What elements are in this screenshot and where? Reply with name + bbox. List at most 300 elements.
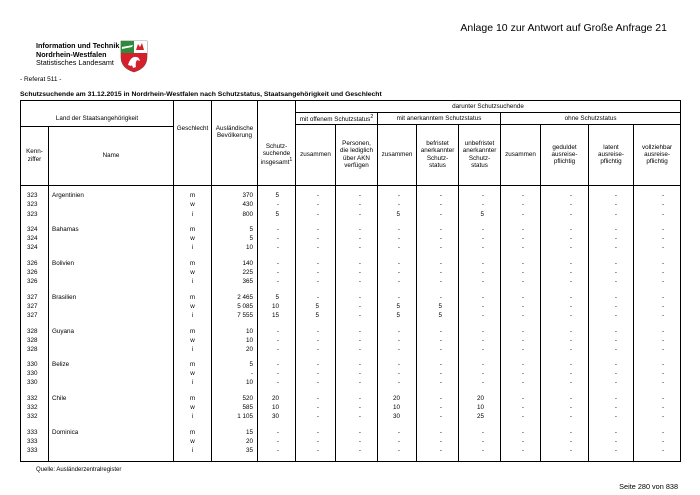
cell-lat: -: [589, 403, 634, 412]
cell-ged: -: [541, 259, 589, 268]
cell-ohz: -: [501, 370, 541, 379]
cell-bef: -: [417, 210, 459, 219]
table-row: [21, 379, 681, 388]
cell-ss: -: [258, 225, 296, 234]
cell-ohz: -: [501, 225, 541, 234]
cell-oz: -: [296, 345, 336, 354]
cell-ss: -: [258, 379, 296, 388]
cell-g: w: [174, 336, 212, 345]
cell-oz: -: [296, 437, 336, 446]
cell-ohz: -: [501, 268, 541, 277]
cell-ohz: -: [501, 259, 541, 268]
cell-ss: -: [258, 345, 296, 354]
cell-az: -: [378, 336, 417, 345]
cell-ged: -: [541, 336, 589, 345]
cell-g: i: [174, 345, 212, 354]
header-latent: latent ausreise-pflichtig: [589, 125, 634, 185]
table-row: [21, 446, 681, 455]
cell-akn: -: [336, 225, 378, 234]
cell-lat: -: [589, 259, 634, 268]
cell-unb: -: [459, 192, 501, 201]
cell-bef: -: [417, 412, 459, 421]
cell-unb: 20: [459, 394, 501, 403]
cell-lat: -: [589, 437, 634, 446]
cell-unb: -: [459, 345, 501, 354]
cell-az: -: [378, 293, 417, 302]
cell-oz: -: [296, 394, 336, 403]
annex-label: Anlage 10 zur Antwort auf Große Anfrage 21: [460, 22, 667, 34]
cell-ohz: -: [501, 360, 541, 369]
header-schutzsuchende: Schutz-suchende insgesamt$^1$: [258, 125, 296, 185]
cell-vol: -: [634, 311, 681, 320]
cell-code: 328: [21, 327, 49, 336]
cell-oz: -: [296, 277, 336, 286]
cell-bev: 520: [212, 394, 258, 403]
cell-unb: -: [459, 293, 501, 302]
cell-bev: 365: [212, 277, 258, 286]
spacer-row: [21, 455, 681, 462]
cell-oz: -: [296, 243, 336, 252]
cell-code: 328: [21, 345, 49, 354]
cell-ss: -: [258, 446, 296, 455]
cell-bef: -: [417, 428, 459, 437]
cell-ss: -: [258, 360, 296, 369]
cell-ss: -: [258, 268, 296, 277]
cell-akn: -: [336, 293, 378, 302]
cell-az: -: [378, 234, 417, 243]
cell-ss: -: [258, 243, 296, 252]
cell-code: 323: [21, 192, 49, 201]
cell-az: -: [378, 327, 417, 336]
cell-bef: -: [417, 243, 459, 252]
cell-ss: -: [258, 428, 296, 437]
table-row: [21, 336, 681, 345]
cell-lat: -: [589, 412, 634, 421]
cell-ss: -: [258, 327, 296, 336]
table-row: [21, 311, 681, 320]
cell-ged: -: [541, 302, 589, 311]
cell-bev: 5: [212, 225, 258, 234]
cell-akn: -: [336, 192, 378, 201]
org-line-3: Statistisches Landesamt: [36, 58, 114, 68]
header-land: Land der Staatsangehörigkeit: [21, 111, 173, 127]
cell-oz: -: [296, 428, 336, 437]
cell-akn: -: [336, 379, 378, 388]
cell-name: Brasilien: [49, 293, 174, 302]
cell-akn: -: [336, 437, 378, 446]
cell-g: w: [174, 201, 212, 210]
cell-vol: -: [634, 379, 681, 388]
cell-code: 324: [21, 225, 49, 234]
cell-g: m: [174, 360, 212, 369]
header-vollziehbar: vollziehbar ausreise-pflichtig: [634, 125, 681, 185]
cell-g: i: [174, 243, 212, 252]
table-row: [21, 370, 681, 379]
cell-bev: 585: [212, 403, 258, 412]
table-body: [21, 185, 681, 462]
header-geschlecht: Geschlecht: [174, 125, 212, 185]
cell-akn: -: [336, 302, 378, 311]
cell-unb: -: [459, 201, 501, 210]
cell-oz: -: [296, 403, 336, 412]
cell-ged: -: [541, 327, 589, 336]
cell-ss: 15: [258, 311, 296, 320]
table-row: [21, 394, 681, 403]
cell-vol: -: [634, 201, 681, 210]
cell-ss: -: [258, 437, 296, 446]
cell-bev: 225: [212, 268, 258, 277]
cell-unb: -: [459, 302, 501, 311]
header-anerkannt-zusammen: zusammen: [378, 125, 417, 185]
cell-bef: -: [417, 403, 459, 412]
header-name: Name: [102, 151, 120, 159]
cell-bev: 35: [212, 446, 258, 455]
cell-g: i: [174, 277, 212, 286]
cell-ged: -: [541, 403, 589, 412]
org-line-1: Information und Technik: [36, 41, 120, 50]
cell-vol: -: [634, 243, 681, 252]
cell-unb: -: [459, 311, 501, 320]
cell-akn: -: [336, 268, 378, 277]
cell-bev: 5: [212, 234, 258, 243]
cell-unb: -: [459, 243, 501, 252]
cell-name: [49, 302, 174, 311]
cell-bev: 15: [212, 428, 258, 437]
page-title: Schutzsuchende am 31.12.2015 in Nordrhein-Westfalen nach Schutzstatus, Staatsangehörigkeit und Geschlecht: [20, 91, 382, 98]
cell-ged: -: [541, 293, 589, 302]
cell-g: m: [174, 394, 212, 403]
cell-oz: 5: [296, 311, 336, 320]
cell-unb: -: [459, 370, 501, 379]
cell-oz: -: [296, 360, 336, 369]
cell-name: [49, 243, 174, 252]
header-geduldet: geduldet ausreise-pflichtig: [541, 125, 589, 185]
cell-g: m: [174, 327, 212, 336]
cell-ss: 30: [258, 412, 296, 421]
cell-vol: -: [634, 403, 681, 412]
cell-lat: -: [589, 379, 634, 388]
cell-ged: -: [541, 311, 589, 320]
table-row: [21, 234, 681, 243]
cell-az: 5: [378, 302, 417, 311]
cell-lat: -: [589, 345, 634, 354]
cell-name: [49, 412, 174, 421]
cell-akn: -: [336, 428, 378, 437]
cell-ss: 5: [258, 210, 296, 219]
cell-code: 332: [21, 403, 49, 412]
cell-bef: -: [417, 225, 459, 234]
cell-vol: -: [634, 259, 681, 268]
cell-lat: -: [589, 210, 634, 219]
header-kennziffer: Kenn-ziffer: [21, 127, 49, 185]
page-number: Seite 280 von 838: [619, 482, 678, 491]
cell-unb: -: [459, 268, 501, 277]
header-bevoelkerung: Ausländische Bevölkerung: [212, 125, 258, 185]
cell-lat: -: [589, 428, 634, 437]
cell-unb: -: [459, 336, 501, 345]
table-row: [21, 268, 681, 277]
cell-name: [49, 210, 174, 219]
cell-ss: -: [258, 336, 296, 345]
cell-lat: -: [589, 225, 634, 234]
cell-name: [49, 437, 174, 446]
cell-akn: -: [336, 234, 378, 243]
cell-oz: -: [296, 293, 336, 302]
cell-g: i: [174, 446, 212, 455]
cell-code: 327: [21, 293, 49, 302]
cell-bef: -: [417, 446, 459, 455]
cell-ged: -: [541, 379, 589, 388]
cell-ohz: -: [501, 192, 541, 201]
cell-unb: -: [459, 437, 501, 446]
cell-oz: -: [296, 370, 336, 379]
cell-unb: -: [459, 446, 501, 455]
table-row: [21, 428, 681, 437]
cell-ged: -: [541, 446, 589, 455]
cell-ss: 10: [258, 403, 296, 412]
cell-bev: 20: [212, 345, 258, 354]
cell-vol: -: [634, 360, 681, 369]
cell-vol: -: [634, 268, 681, 277]
cell-ohz: -: [501, 302, 541, 311]
cell-oz: -: [296, 259, 336, 268]
cell-bef: -: [417, 201, 459, 210]
cell-name: Bolivien: [49, 259, 174, 268]
cell-vol: -: [634, 327, 681, 336]
cell-unb: -: [459, 360, 501, 369]
cell-code: 332: [21, 394, 49, 403]
cell-lat: -: [589, 302, 634, 311]
cell-az: -: [378, 201, 417, 210]
cell-bev: 10: [212, 243, 258, 252]
cell-unb: -: [459, 259, 501, 268]
cell-az: -: [378, 428, 417, 437]
cell-az: -: [378, 446, 417, 455]
cell-lat: -: [589, 293, 634, 302]
cell-g: i: [174, 210, 212, 219]
table-row: [21, 210, 681, 219]
cell-akn: -: [336, 360, 378, 369]
cell-name: [49, 234, 174, 243]
header-land-group: [21, 114, 174, 185]
cell-g: i: [174, 379, 212, 388]
cell-akn: -: [336, 210, 378, 219]
cell-oz: -: [296, 201, 336, 210]
cell-code: 326: [21, 277, 49, 286]
cell-g: i: [174, 311, 212, 320]
cell-bef: -: [417, 370, 459, 379]
table-row: [21, 192, 681, 201]
header-akn: Personen, die lediglich über AKN verfügen: [336, 125, 378, 185]
cell-bef: -: [417, 259, 459, 268]
cell-vol: -: [634, 428, 681, 437]
cell-bef: -: [417, 293, 459, 302]
cell-akn: -: [336, 403, 378, 412]
cell-ss: -: [258, 201, 296, 210]
cell-bev: 800: [212, 210, 258, 219]
table-row: [21, 277, 681, 286]
cell-lat: -: [589, 243, 634, 252]
cell-ohz: -: [501, 446, 541, 455]
cell-ss: 5: [258, 192, 296, 201]
cell-g: m: [174, 293, 212, 302]
cell-unb: -: [459, 277, 501, 286]
cell-bef: -: [417, 327, 459, 336]
cell-code: 324: [21, 243, 49, 252]
cell-akn: -: [336, 412, 378, 421]
cell-oz: -: [296, 210, 336, 219]
cell-name: [49, 379, 174, 388]
cell-lat: -: [589, 234, 634, 243]
cell-az: -: [378, 268, 417, 277]
cell-bev: -: [212, 370, 258, 379]
referat-label: - Referat 511 -: [20, 76, 62, 83]
cell-g: w: [174, 268, 212, 277]
cell-bev: 140: [212, 259, 258, 268]
cell-az: -: [378, 259, 417, 268]
cell-name: [49, 311, 174, 320]
cell-az: -: [378, 360, 417, 369]
nrw-crest-icon: [119, 39, 149, 73]
cell-unb: -: [459, 234, 501, 243]
cell-lat: -: [589, 201, 634, 210]
cell-ged: -: [541, 437, 589, 446]
cell-akn: -: [336, 345, 378, 354]
cell-ged: -: [541, 394, 589, 403]
cell-az: 10: [378, 403, 417, 412]
cell-bef: -: [417, 379, 459, 388]
cell-lat: -: [589, 446, 634, 455]
cell-lat: -: [589, 360, 634, 369]
cell-bev: 1 105: [212, 412, 258, 421]
cell-ss: -: [258, 277, 296, 286]
table-row: [21, 225, 681, 234]
cell-g: w: [174, 437, 212, 446]
cell-az: 5: [378, 311, 417, 320]
cell-name: Belize: [49, 360, 174, 369]
cell-oz: 5: [296, 302, 336, 311]
cell-oz: -: [296, 225, 336, 234]
cell-ohz: -: [501, 379, 541, 388]
cell-bev: 430: [212, 201, 258, 210]
cell-code: 323: [21, 201, 49, 210]
cell-g: w: [174, 234, 212, 243]
header-unbefristet: unbefristet anerkannter Schutz-status: [459, 125, 501, 185]
cell-ohz: -: [501, 327, 541, 336]
cell-az: -: [378, 379, 417, 388]
cell-code: 330: [21, 370, 49, 379]
table-row: [21, 345, 681, 354]
cell-ohz: -: [501, 412, 541, 421]
cell-g: i: [174, 412, 212, 421]
cell-vol: -: [634, 277, 681, 286]
cell-ged: -: [541, 210, 589, 219]
cell-code: 327: [21, 302, 49, 311]
cell-ged: -: [541, 268, 589, 277]
org-name: [36, 42, 119, 68]
table-row: [21, 412, 681, 421]
cell-lat: -: [589, 336, 634, 345]
cell-name: [49, 201, 174, 210]
cell-oz: -: [296, 327, 336, 336]
cell-name: Dominica: [49, 428, 174, 437]
cell-az: -: [378, 192, 417, 201]
cell-akn: -: [336, 259, 378, 268]
cell-ged: -: [541, 243, 589, 252]
cell-bef: -: [417, 437, 459, 446]
table-row: [21, 243, 681, 252]
cell-akn: -: [336, 336, 378, 345]
cell-vol: -: [634, 412, 681, 421]
cell-ss: 10: [258, 302, 296, 311]
header-ohne-zusammen: zusammen: [501, 125, 541, 185]
cell-g: m: [174, 192, 212, 201]
cell-oz: -: [296, 379, 336, 388]
cell-name: [49, 403, 174, 412]
cell-name: Guyana: [49, 327, 174, 336]
cell-ohz: -: [501, 345, 541, 354]
cell-unb: 25: [459, 412, 501, 421]
cell-ged: -: [541, 412, 589, 421]
cell-ohz: -: [501, 428, 541, 437]
cell-ohz: -: [501, 403, 541, 412]
cell-akn: -: [336, 370, 378, 379]
cell-unb: 5: [459, 210, 501, 219]
data-table: [20, 100, 681, 462]
cell-lat: -: [589, 192, 634, 201]
cell-bef: -: [417, 360, 459, 369]
cell-ohz: -: [501, 336, 541, 345]
header-anerkannt: mit anerkanntem Schutzstatus: [378, 113, 501, 125]
cell-vol: -: [634, 394, 681, 403]
cell-az: -: [378, 437, 417, 446]
cell-ged: -: [541, 201, 589, 210]
cell-ged: -: [541, 234, 589, 243]
cell-g: m: [174, 428, 212, 437]
cell-name: [49, 268, 174, 277]
cell-name: [49, 370, 174, 379]
cell-vol: -: [634, 234, 681, 243]
cell-oz: -: [296, 192, 336, 201]
cell-code: 332: [21, 412, 49, 421]
cell-az: -: [378, 370, 417, 379]
cell-code: 326: [21, 268, 49, 277]
cell-oz: -: [296, 268, 336, 277]
cell-lat: -: [589, 394, 634, 403]
cell-code: 323: [21, 210, 49, 219]
cell-code: 324: [21, 234, 49, 243]
cell-ged: -: [541, 370, 589, 379]
cell-bef: -: [417, 234, 459, 243]
cell-g: w: [174, 370, 212, 379]
table-row: [21, 293, 681, 302]
cell-akn: -: [336, 311, 378, 320]
cell-vol: -: [634, 370, 681, 379]
cell-bev: 2 465: [212, 293, 258, 302]
cell-name: Bahamas: [49, 225, 174, 234]
cell-name: [49, 345, 174, 354]
cell-bev: 370: [212, 192, 258, 201]
cell-unb: -: [459, 327, 501, 336]
header-darunter: darunter Schutzsuchende: [296, 101, 681, 113]
cell-akn: -: [336, 243, 378, 252]
cell-ohz: -: [501, 243, 541, 252]
header-befristet: befristet anerkannter Schutz-status: [417, 125, 459, 185]
cell-akn: -: [336, 446, 378, 455]
cell-az: 20: [378, 394, 417, 403]
cell-code: 333: [21, 446, 49, 455]
cell-code: 333: [21, 428, 49, 437]
